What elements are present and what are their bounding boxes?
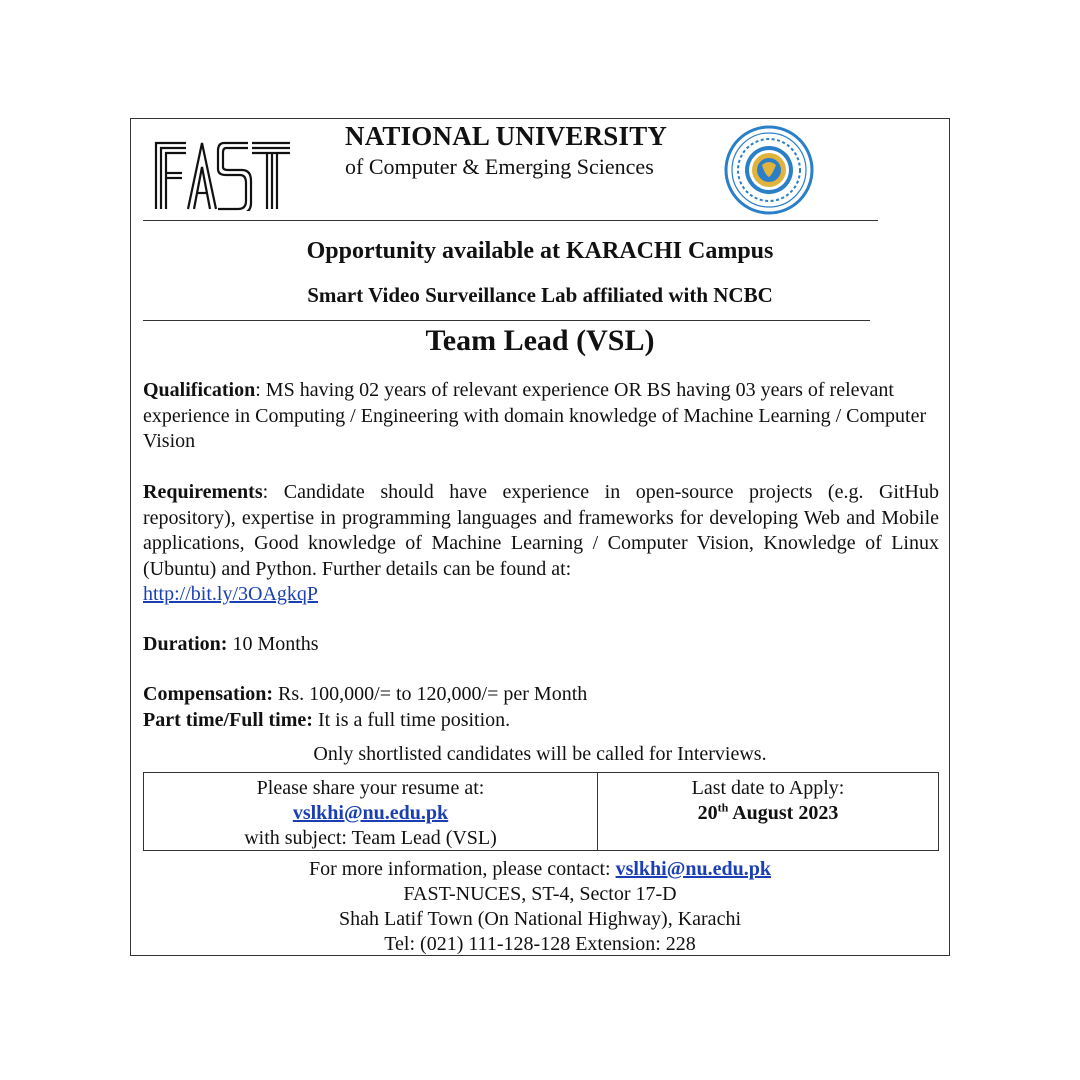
job-type-label: Part time/Full time: xyxy=(143,708,313,731)
resume-cell xyxy=(144,773,598,850)
duration-value: 10 Months xyxy=(227,633,319,655)
duration-label: Duration: xyxy=(143,633,228,655)
opportunity-heading: Opportunity available at KARACHI Campus xyxy=(306,238,774,264)
requirements-paragraph xyxy=(143,480,939,608)
job-type-value: It is a full time position. xyxy=(312,708,511,731)
address-line-2: Shah Latif Town (On National Highway), Karachi xyxy=(338,908,741,930)
requirements-label: Requirements xyxy=(143,481,263,503)
position-title: Team Lead (VSL) xyxy=(425,324,655,357)
resume-email-link[interactable]: vslkhi@nu.edu.pk xyxy=(292,802,449,824)
contact-block xyxy=(141,857,939,957)
fast-logo xyxy=(152,137,292,211)
university-subtitle: of Computer & Emerging Sciences xyxy=(345,154,654,179)
last-date-label: Last date to Apply: xyxy=(691,777,845,799)
details-link[interactable]: http://bit.ly/3OAgkqP xyxy=(143,583,319,605)
contact-line: For more information, please contact: vslkhi@nu.edu.pk xyxy=(309,858,771,880)
lab-heading: Smart Video Surveillance Lab affiliated with NCBC xyxy=(307,283,773,307)
university-seal-icon xyxy=(724,125,814,215)
duration-line xyxy=(143,632,939,658)
address-line-1: FAST-NUCES, ST-4, Sector 17-D xyxy=(403,883,677,905)
qualification-paragraph xyxy=(143,378,939,455)
deadline-date: 20th August 2023 xyxy=(697,800,839,824)
subject-text: with subject: Team Lead (VSL) xyxy=(244,827,497,849)
phone-line: Tel: (021) 111-128-128 Extension: 228 xyxy=(384,933,696,955)
contact-email-link[interactable]: vslkhi@nu.edu.pk xyxy=(615,858,771,880)
compensation-value: Rs. 100,000/= to 120,000/= per Month xyxy=(273,683,588,705)
university-name: NATIONAL UNIVERSITY xyxy=(345,121,668,151)
qualification-text: : MS having 02 years of relevant experience OR BS having 03 years of relevant experience in Computing / Engineering with domain knowledge of Machine Learning / Computer Vision xyxy=(143,379,927,452)
qualification-label: Qualification xyxy=(143,379,256,401)
shortlist-note: Only shortlisted candidates will be called for Interviews. xyxy=(313,743,767,765)
section-divider xyxy=(143,320,870,321)
header-divider xyxy=(143,220,878,221)
compensation-label: Compensation: xyxy=(143,683,274,705)
deadline-cell xyxy=(598,773,938,850)
requirements-text: : Candidate should have experience in open-source projects (e.g. GitHub repository), expertise in programming languages and frameworks for developing Web and Mobile applications, Good knowledge of Machine Learning / Computer Vision, Knowledge of Linux (Ubuntu) and Python. Further details can be found at: xyxy=(143,481,939,580)
compensation-block xyxy=(143,682,939,733)
share-resume-text: Please share your resume at: xyxy=(256,777,485,799)
apply-table xyxy=(143,772,939,851)
